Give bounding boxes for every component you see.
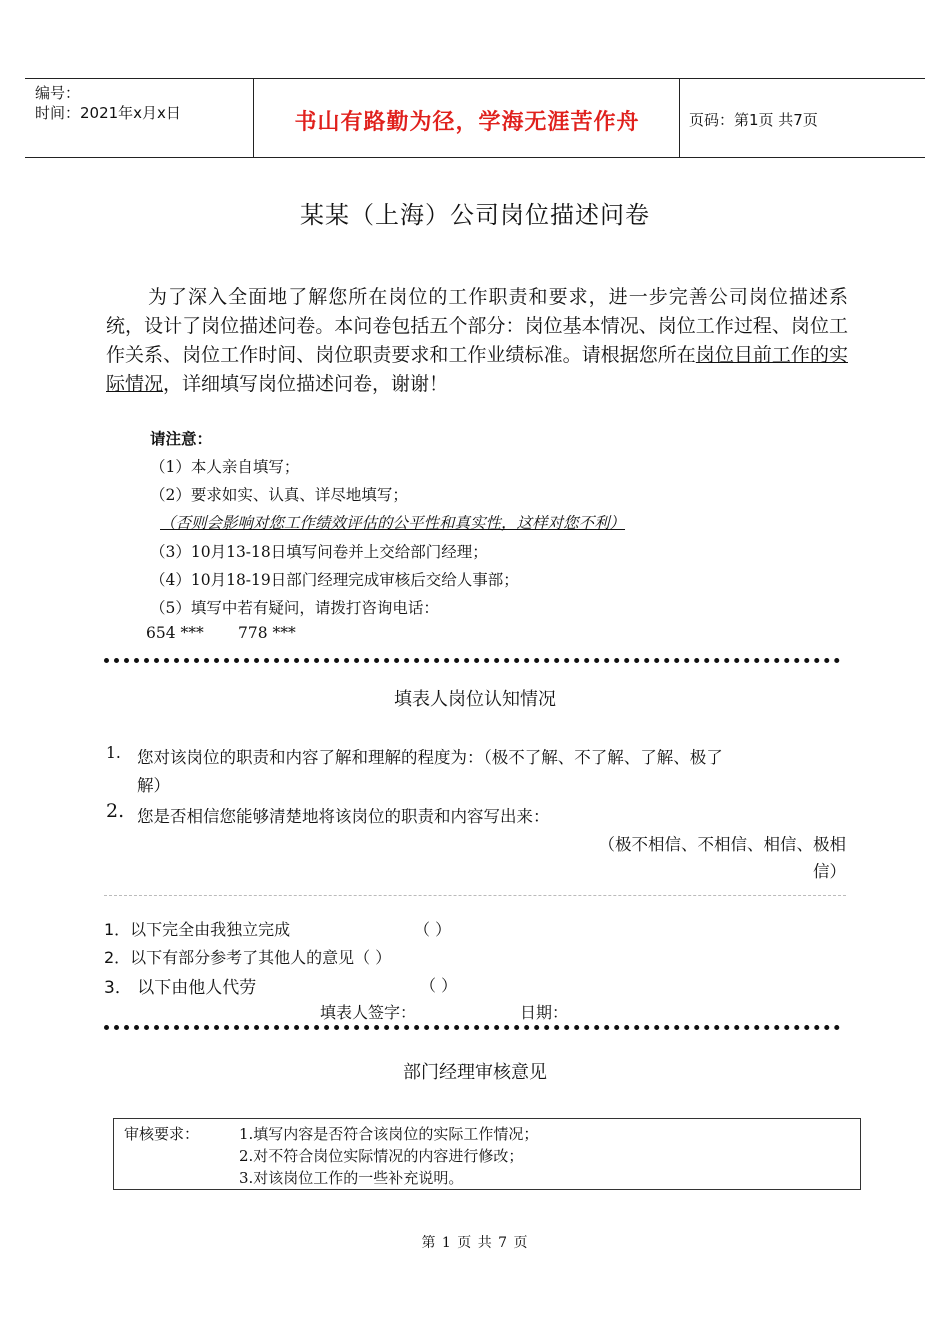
section1-heading: 填表人岗位认知情况 [394,689,556,710]
page-info: 页码：第1页 共7页 [689,111,818,129]
question-1-cont: 解） [137,776,170,795]
intro-paragraph [106,283,848,399]
choice-3: 3． 以下由他人代劳 [104,978,257,998]
question-number: 1. [106,744,121,762]
question-number: 2. [106,800,125,822]
review-items [239,1123,538,1189]
header-table [25,78,925,158]
signature-date-label: 日期： [520,1003,569,1022]
page-footer: 第 1 页 共 7 页 [421,1235,529,1251]
section-divider [104,658,840,663]
number-label: 编号： [35,84,81,102]
note-item: （5）填写中若有疑问，请拨打咨询电话： [150,599,439,617]
notes-heading: 请注意： [150,429,213,448]
intro-text: 为了深入全面地了解您所在岗位的工作职责和要求，进一步完善公司岗位描述系统，设计了岗位描述问卷。本问卷包括五个部分：岗位基本情况、岗位工作过程、岗位工作关系、岗位工作时间、岗位职责要求和工作业绩标准。请根据您所在 [106,286,848,366]
choice-3-blank: （ ） [420,976,458,995]
signature-label: 填表人签字： [320,1003,417,1022]
phone-number: 778 *** [238,624,296,642]
note-item: （2）要求如实、认真、详尽地填写； [150,486,408,504]
review-item: 2.对不符合岗位实际情况的内容进行修改； [239,1147,524,1165]
question-2-options: （极不相信、不相信、相信、极相 [598,835,846,854]
motto: 书山有路勤为径，学海无涯苦作舟 [294,109,640,135]
question-1: 您对该岗位的职责和内容了解和理解的程度为：（极不了解、不了解、了解、极了 [137,748,723,767]
note-item: （1）本人亲自填写； [150,458,300,476]
note-item: （4）10月18-19日部门经理完成审核后交给人事部； [150,571,519,589]
choice-1: 1．以下完全由我独立完成 [104,920,291,939]
choice-1-blank: （ ） [414,920,452,939]
date-label: 时间：2021年x月x日 [35,104,181,122]
dashed-divider [104,895,846,896]
question-2: 您是否相信您能够清楚地将该岗位的职责和内容写出来： [137,807,550,826]
note-remark: （否则会影响对您工作绩效评估的公平性和真实性，这样对您不利） [160,514,626,532]
choice-2: 2．以下有部分参考了其他人的意见（ ） [104,948,392,967]
review-requirements-box [113,1118,861,1190]
header-left-cell [35,83,181,123]
document-title: 某某（上海）公司岗位描述问卷 [300,201,650,229]
review-item: 1.填写内容是否符合该岗位的实际工作情况； [239,1125,539,1143]
review-item: 3.对该岗位工作的一些补充说明。 [239,1169,464,1187]
intro-text-end: ，详细填写岗位描述问卷，谢谢！ [163,373,449,395]
review-label: 审核要求： [124,1125,200,1143]
note-item: （3）10月13-18日填写问卷并上交给部门经理； [150,543,488,561]
section2-heading: 部门经理审核意见 [403,1062,547,1083]
intro-underlined-text: 岗位目前工作的实际情况 [106,344,848,395]
phone-number: 654 *** [146,624,204,642]
section-divider [104,1025,840,1030]
question-2-options-cont: 信） [813,862,846,881]
